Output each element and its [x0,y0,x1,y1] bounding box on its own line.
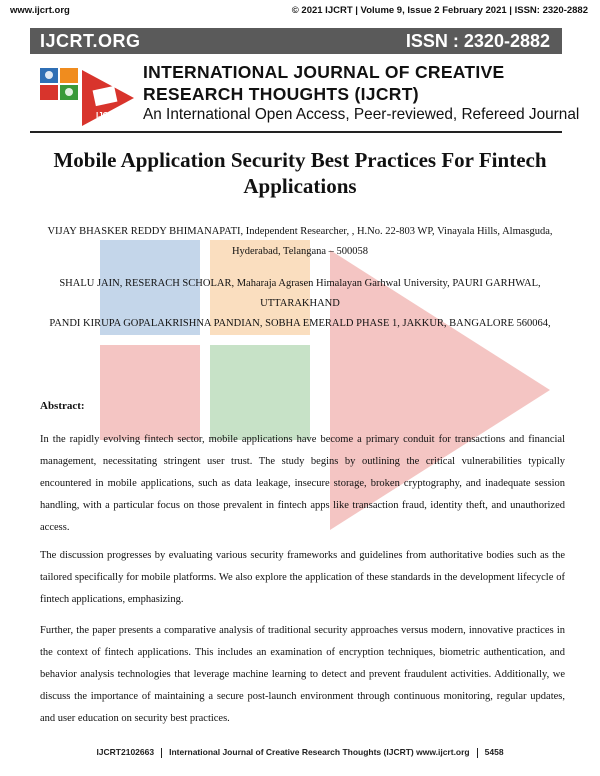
site-url[interactable]: www.ijcrt.org [10,5,70,16]
issue-info: © 2021 IJCRT | Volume 9, Issue 2 February 2021 | ISSN: 2320-2882 [291,5,588,16]
banner-site: IJCRT.ORG [40,31,141,51]
logo-tile-red [40,85,58,100]
page-header-line [0,0,600,20]
abstract-paragraph-2: The discussion progresses by evaluating various security frameworks and guidelines from authoritative bodies such as the tailored specifically for mobile platforms. We also explore the application of these standards in the development lifecycle of fintech applications, emphasizing. [40,550,565,605]
journal-name-line-1: INTERNATIONAL JOURNAL OF CREATIVE [143,62,505,82]
journal-logo [38,62,138,130]
author-2: SHALU JAIN, RESERACH SCHOLAR, Maharaja Agrasen Himalayan Garhwal University, PAURI GARHWAL, UTTARAKHAND [59,278,541,309]
author-3: PANDI KIRUPA GOPALAKRISHNA PANDIAN, SOBHA EMERALD PHASE 1, JAKKUR, BANGALORE 560064, [49,318,551,329]
paper-title: Mobile Application Security Best Practices For Fintech Applications [53,148,547,198]
footer-separator [161,748,162,758]
logo-text: IJCRT [96,111,120,120]
banner-issn: ISSN : 2320-2882 [405,31,550,51]
journal-name-line-2: RESEARCH THOUGHTS (IJCRT) [143,84,419,104]
abstract-paragraph-3: Further, the paper presents a comparative analysis of traditional security approaches versus modern, innovative practices in the context of fintech applications. This includes an examination of encryption techniques, biometric authentication, and behavior analysis technologies that leverage machine learning to detect and prevent fraudulent activities. Additionally, we discuss the importance of maintaining a secure post-launch environment through continuous monitoring, regular updates, and user education on security best practices. [40,625,565,724]
footer-separator [477,748,478,758]
abstract-paragraph-1: In the rapidly evolving fintech sector, mobile applications have become a primary conduit for transactions and financial management, necessitating stringent user trust. The study begins by outlining the critical vulnerabilities typically encountered in mobile applications, such as data leakage, insecure storage, broken cryptography, and inadequate session handling, with a particular focus on those prevalent in fintech apps like transaction fraud, identity theft, and unauthorized access. [40,434,565,533]
page-footer [0,747,600,758]
footer-paper-id: IJCRT2102663 [96,747,155,757]
footer-journal: International Journal of Creative Research Thoughts (IJCRT) www.ijcrt.org [169,747,470,757]
author-1: VIJAY BHASKER REDDY BHIMANAPATI, Independent Researcher, , H.No. 22-803 WP, Vinayala Hills, Almasguda, Hyderabad, Telangana – 500058 [47,226,553,257]
journal-banner [30,28,562,54]
logo-tile-orange [60,68,78,83]
abstract-heading: Abstract: [40,400,85,412]
journal-tagline: An International Open Access, Peer-reviewed, Refereed Journal [143,106,580,123]
footer-page-number: 5458 [484,747,504,757]
header-divider [30,131,562,133]
ijcrt-logo-icon [38,62,138,130]
